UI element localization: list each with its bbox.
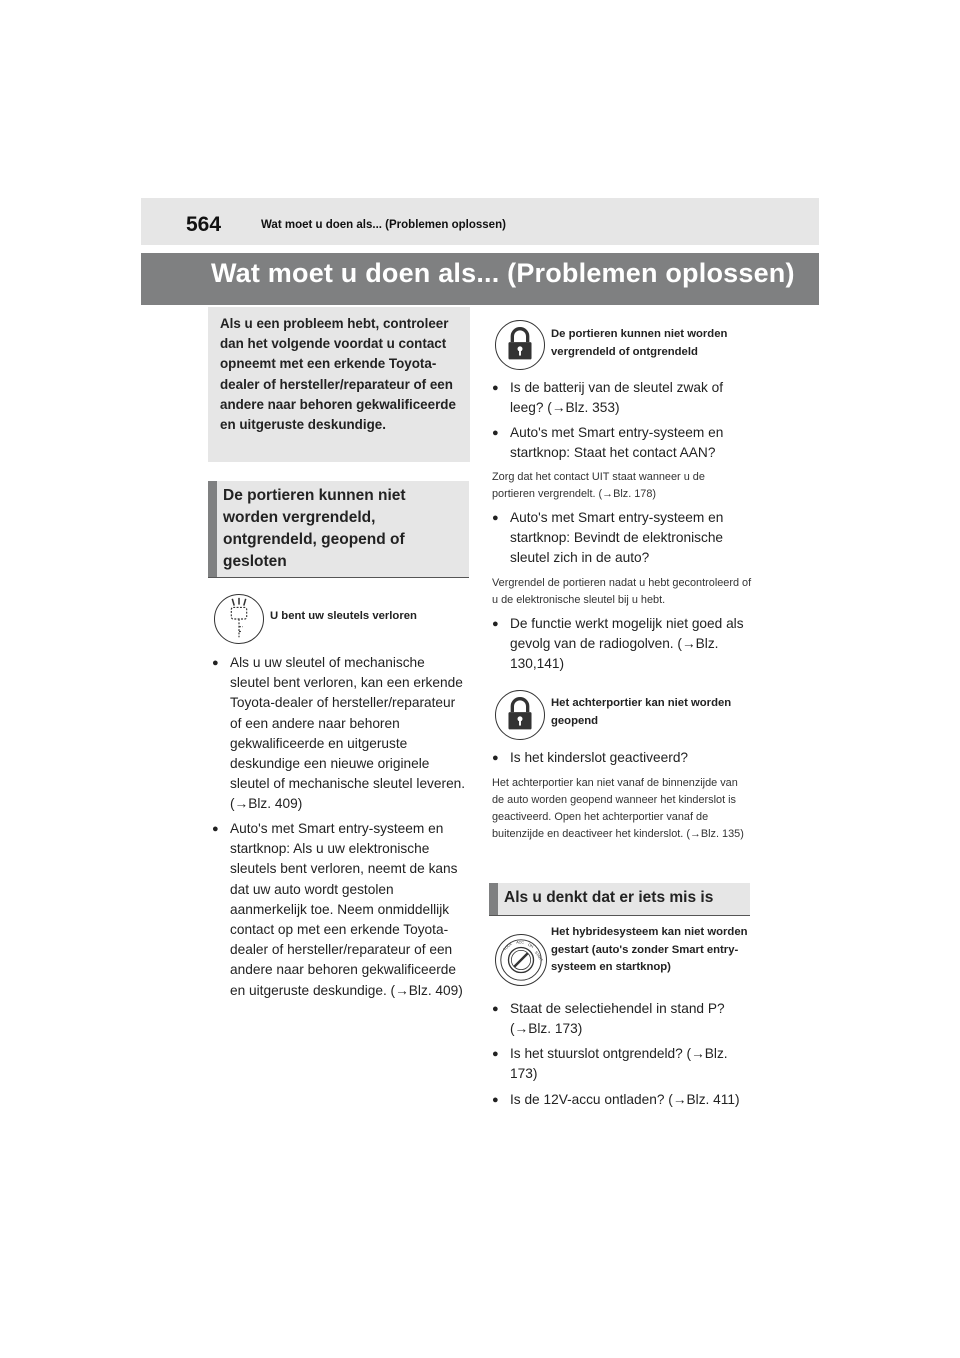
- key-battery-bullet: ● Is de batterij van de sleutel zwak of leeg? (→Blz. 353): [492, 378, 749, 418]
- key-in-car-bullet: ● Auto's met Smart entry-systeem en startknop: Bevindt de elektronische sleutel zich in de auto?: [492, 508, 749, 569]
- note-check-key: Vergrendel de portieren nadat u hebt gecontroleerd of u de elektronische sleutel bij u hebt.: [492, 577, 752, 606]
- section-heading-bar: [208, 481, 217, 577]
- section-heading-bar: [489, 883, 498, 915]
- note-ignition-off: Zorg dat het contact UIT staat wanneer u de portieren vergrendelt. (→Blz. 178): [492, 471, 705, 500]
- rear-door-caption: Het achterportier kan niet worden geopend: [551, 697, 732, 727]
- ignition-label: ON: [527, 942, 534, 949]
- steering-lock-bullet: ● Is het stuurslot ontgrendeld? (→Blz. 173): [492, 1044, 749, 1084]
- intro-text: Als u een probleem hebt, controleer dan het volgende voordat u contact opneemt met een erkende Toyota-dealer of hersteller/reparateur of een andere naar behoren gekwalificeerde en uitgeruste deskundige.: [220, 316, 456, 433]
- lost-key-bullet: ● Als u uw sleutel of mechanische sleutel bent verloren, kan een erkende Toyota-dealer of hersteller/reparateur of een andere naar behoren gekwalificeerde en uitgeruste deskundige een nieuwe originele sleutel of mechanische sleutel leveren. (→Blz. 409): [212, 653, 468, 815]
- ignition-on-bullet: ● Auto's met Smart entry-systeem en startknop: Staat het contact AAN?: [492, 423, 749, 463]
- radio-waves-bullet: ● De functie werkt mogelijk niet goed als gevolg van de radiogolven. (→Blz. 130,141): [492, 614, 749, 675]
- rear-door-lock-icon: [495, 690, 545, 740]
- lock-icon: [495, 320, 545, 370]
- chapter-title: Wat moet u doen als... (Problemen oplossen): [211, 258, 795, 288]
- smart-entry-lost-bullet: ● Auto's met Smart entry-systeem en startknop: Als u uw elektronische sleutels bent verloren, neemt de kans dat uw auto wordt gestolen aanmerkelijk toe. Neem onmiddellijk contact op met een erkende Toyota-dealer of hersteller/reparateur of een andere naar behoren gekwalificeerde en uitgeruste deskundige. (→Blz. 409): [212, 819, 468, 1001]
- section-heading-doors: [208, 481, 469, 578]
- ignition-switch-icon: [495, 934, 547, 986]
- page-number: 564: [186, 213, 222, 236]
- lock-caption: De portieren kunnen niet worden vergrendeld of ontgrendeld: [551, 328, 728, 358]
- ignition-label: ACC: [516, 940, 524, 945]
- ignition-label: START: [533, 950, 544, 963]
- shift-lever-bullet: ● Staat de selectiehendel in stand P? (→Blz. 173): [492, 999, 749, 1039]
- ignition-label: LOCK: [502, 941, 513, 952]
- running-title: Wat moet u doen als... (Problemen oplossen): [261, 219, 506, 231]
- lost-key-icon: [214, 594, 264, 644]
- battery-12v-bullet: ● Is de 12V-accu ontladen? (→Blz. 411): [492, 1090, 754, 1110]
- hybrid-caption: Het hybridesysteem kan niet worden gestart (auto's zonder Smart entry-systeem en startknop): [551, 926, 748, 973]
- section-heading-text: De portieren kunnen niet worden vergrendeld, ontgrendeld, geopend of gesloten: [223, 487, 406, 570]
- section-heading-text: Als u denkt dat er iets mis is: [504, 889, 714, 906]
- lost-keys-caption: U bent uw sleutels verloren: [270, 610, 417, 622]
- child-lock-bullet: ● Is het kinderslot geactiveerd?: [492, 748, 749, 768]
- note-child-lock: Het achterportier kan niet vanaf de binnenzijde van de auto worden geopend wanneer het kinderslot is geactiveerd. Open het achterportier vanaf de buitenzijde en deactiveer het kinderslot. (→Blz. 135): [492, 777, 744, 840]
- section-heading-problem: [489, 883, 750, 916]
